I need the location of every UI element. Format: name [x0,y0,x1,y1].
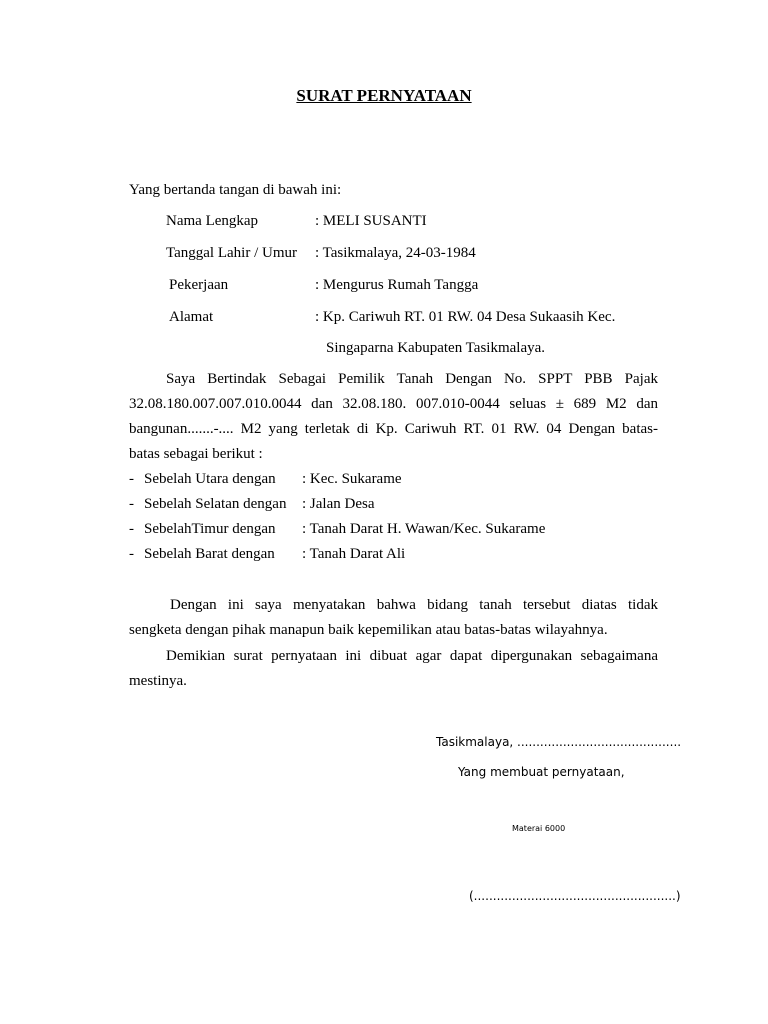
field-value-name: : MELI SUSANTI [315,213,427,229]
field-label-address: Alamat [169,309,214,325]
para3-line2: mestinya. [129,673,187,689]
boundary-dash: - [129,521,134,537]
address-line-2: Singaparna Kabupaten Tasikmalaya. [326,340,546,356]
intro-text: Yang bertanda tangan di bawah ini: [129,182,342,198]
para1-line4: batas sebagai berikut : [129,446,263,462]
document-title: SURAT PERNYATAAN [296,86,472,105]
signature-place-date: Tasikmalaya, ........................................... [436,735,682,749]
boundary-dash: - [129,496,134,512]
boundary-value-west: : Tanah Darat Ali [302,546,406,562]
boundary-label-south: Sebelah Selatan dengan [144,496,287,512]
field-value-occupation: : Mengurus Rumah Tangga [315,277,479,293]
para1-line2: 32.08.180.007.007.010.0044 dan 32.08.180. 007.010-0044 seluas ± 689 M2 dan [129,396,658,412]
signature-maker-label: Yang membuat pernyataan, [458,765,625,779]
para2-line2: sengketa dengan pihak manapun baik kepemilikan atau batas-batas wilayahnya. [129,622,608,638]
para3-line1: Demikian surat pernyataan ini dibuat agar dapat dipergunakan sebagaimana [166,648,658,664]
boundary-label-north: Sebelah Utara dengan [144,471,276,487]
boundary-label-west: Sebelah Barat dengan [144,546,275,562]
boundary-value-north: : Kec. Sukarame [302,471,402,487]
boundary-dash: - [129,471,134,487]
para2-line1: Dengan ini saya menyatakan bahwa bidang tanah tersebut diatas tidak [170,597,658,613]
boundary-label-east: SebelahTimur dengan [144,521,276,537]
stamp-placeholder: Materai 6000 [512,824,566,833]
field-label-occupation: Pekerjaan [169,277,229,293]
para1-line1: Saya Bertindak Sebagai Pemilik Tanah Dengan No. SPPT PBB Pajak [166,371,658,387]
boundary-value-east: : Tanah Darat H. Wawan/Kec. Sukarame [302,521,546,537]
boundary-dash: - [129,546,134,562]
field-label-birth: Tanggal Lahir / Umur [166,245,297,261]
boundary-value-south: : Jalan Desa [302,496,375,512]
field-label-name: Nama Lengkap [166,213,259,229]
signature-name-placeholder: (.....................................................) [469,889,681,903]
field-value-birth: : Tasikmalaya, 24-03-1984 [315,245,476,261]
para1-line3: bangunan.......-.... M2 yang terletak di Kp. Cariwuh RT. 01 RW. 04 Dengan batas- [129,421,658,437]
field-value-address: : Kp. Cariwuh RT. 01 RW. 04 Desa Sukaasih Kec. [315,309,616,325]
